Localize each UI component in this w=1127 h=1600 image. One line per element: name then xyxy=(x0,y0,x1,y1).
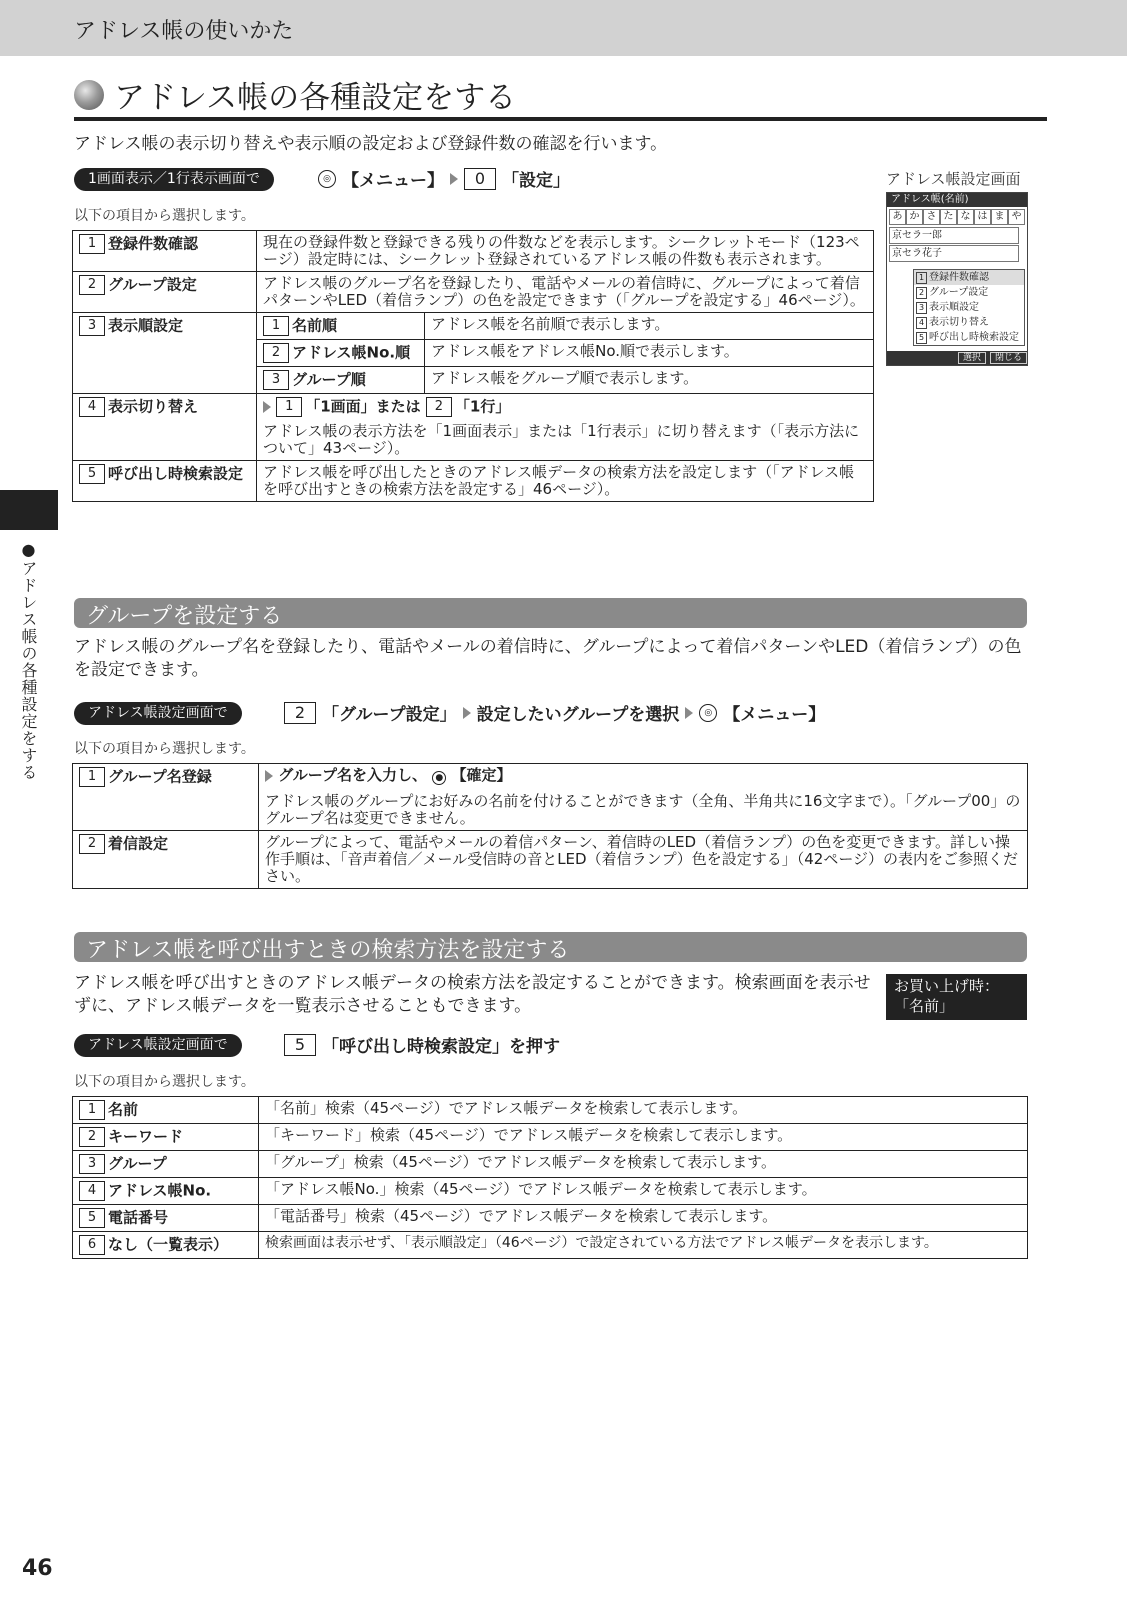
header-title: アドレス帳の使いかた xyxy=(74,19,294,44)
page-number: 46 xyxy=(22,1556,53,1581)
table-row: 1 名前 「名前」検索（45ページ）でアドレス帳データを検索して表示します。 xyxy=(73,1097,1028,1124)
menu-label: 【メニュー】 xyxy=(342,171,444,191)
intro-text: アドレス帳の表示切り替えや表示順の設定および登録件数の確認を行います。 xyxy=(74,134,668,154)
context-pill: アドレス帳設定画面で xyxy=(74,1034,242,1057)
screen-caption: アドレス帳設定画面 xyxy=(886,170,1021,188)
phone-menu-item: 5 呼び出し時検索設定 xyxy=(914,330,1024,345)
section2-instruction: 2 「グループ設定」 設定したいグループを選択 ◎ 【メニュー】 xyxy=(284,700,825,725)
center-key-icon: ● xyxy=(432,771,446,785)
table-row: 6 なし（一覧表示） 検索画面は表示せず、「表示順設定」（46ページ）で設定されている方法でアドレス帳データを表示します。 xyxy=(73,1232,1028,1259)
arrow-icon xyxy=(685,707,693,719)
phone-softkey-close: 閉じる xyxy=(990,352,1027,364)
search-method-table xyxy=(72,1096,1028,1259)
section3-instruction: 5 「呼び出し時検索設定」を押す xyxy=(284,1032,560,1057)
phone-menu-item: 4 表示切り替え xyxy=(914,315,1024,330)
group-table xyxy=(72,763,1028,889)
phone-tab: た xyxy=(940,209,957,225)
table-row: 3 表示順設定 1 名前順 アドレス帳を名前順で表示します。 xyxy=(73,313,874,340)
side-label: ●アドレス帳の各種設定をする xyxy=(19,540,38,781)
phone-tab: か xyxy=(906,209,923,225)
table-row: 3 グループ 「グループ」検索（45ページ）でアドレス帳データを検索して表示します。 xyxy=(73,1151,1028,1178)
arrow-icon xyxy=(263,401,271,413)
section3-body: アドレス帳を呼び出すときのアドレス帳データの検索方法を設定することができます。検索画面を表示せずに、アドレス帳データを一覧表示させることもできます。 xyxy=(74,973,871,1016)
phone-contact: 京セラ花子 xyxy=(889,245,1019,262)
phone-title: アドレス帳(名前) xyxy=(887,193,1027,207)
select-instruction: 以下の項目から選択します。 xyxy=(74,1074,255,1090)
arrow-icon xyxy=(265,770,273,782)
phone-menu-item: 3 表示順設定 xyxy=(914,300,1024,315)
table-row: 5 電話番号 「電話番号」検索（45ページ）でアドレス帳データを検索して表示します。 xyxy=(73,1205,1028,1232)
title-bullet-icon xyxy=(74,80,104,110)
settings-table xyxy=(72,230,874,502)
phone-tab: は xyxy=(974,209,991,225)
section-header-group: グループを設定する xyxy=(74,598,1027,628)
select-instruction: 以下の項目から選択します。 xyxy=(74,208,255,224)
key-5: 5 xyxy=(284,1034,316,1056)
phone-tab: や xyxy=(1008,209,1025,225)
phone-tab: ま xyxy=(991,209,1008,225)
arrow-icon xyxy=(450,173,458,185)
step1-instruction xyxy=(318,166,570,191)
arrow-icon xyxy=(463,707,471,719)
phone-softkey-select: 選択 xyxy=(958,352,986,364)
title-rule xyxy=(74,117,1047,121)
table-row: 2 キーワード 「キーワード」検索（45ページ）でアドレス帳データを検索して表示します。 xyxy=(73,1124,1028,1151)
context-pill: 1画面表示／1行表示画面で xyxy=(74,168,274,191)
table-row: 1 グループ名登録 グループ名を入力し、 ● 【確定】 アドレス帳のグループにお好みの名前を付けることができます（全角、半角共に16文字まで）。「グループ00」のグループ名は変更できません。 xyxy=(73,764,1028,831)
context-pill: アドレス帳設定画面で xyxy=(74,702,242,725)
display-switch-options: 1 「1画面」または 2 「1行」 xyxy=(263,397,867,417)
table-row: 4 アドレス帳No. 「アドレス帳No.」検索（45ページ）でアドレス帳データを検索して表示します。 xyxy=(73,1178,1028,1205)
side-index-tab xyxy=(0,490,58,530)
select-instruction: 以下の項目から選択します。 xyxy=(74,741,255,757)
phone-menu-item: 1 登録件数確認 xyxy=(914,270,1024,285)
center-key-icon: ◎ xyxy=(699,704,717,722)
phone-screen-image xyxy=(886,192,1028,366)
phone-tab: さ xyxy=(923,209,940,225)
table-row: 2 アドレス帳No.順 アドレス帳をアドレス帳No.順で表示します。 xyxy=(73,340,874,367)
phone-menu-item: 2 グループ設定 xyxy=(914,285,1024,300)
phone-tab: あ xyxy=(889,209,906,225)
phone-contact: 京セラ一郎 xyxy=(889,227,1019,244)
section2-body: アドレス帳のグループ名を登録したり、電話やメールの着信時に、グループによって着信パターンやLED（着信ランプ）の色を設定できます。 xyxy=(74,637,1022,680)
table-row: 4 表示切り替え 1 「1画面」または 2 「1行」 アドレス帳の表示方法を「1画面表示」または「1行表示」に切り替えます（「表示方法について」43ページ）。 xyxy=(73,394,874,461)
section-header-search: アドレス帳を呼び出すときの検索方法を設定する xyxy=(74,932,1027,962)
table-row: 1 登録件数確認 現在の登録件数と登録できる残りの件数などを表示します。シークレットモード（123ページ）設定時には、シークレット登録されているアドレス帳の件数も表示されます。 xyxy=(73,231,874,272)
center-key-icon: ◎ xyxy=(318,170,336,188)
setting-label: 「設定」 xyxy=(502,171,570,191)
key-0: 0 xyxy=(464,168,496,190)
page-title: アドレス帳の各種設定をする xyxy=(74,72,516,117)
table-row: 3 グループ順 アドレス帳をグループ順で表示します。 xyxy=(73,367,874,394)
table-row: 2 グループ設定 アドレス帳のグループ名を登録したり、電話やメールの着信時に、グループによって着信パターンやLED（着信ランプ）の色を設定できます（「グループを設定する」46ページ）。 xyxy=(73,272,874,313)
phone-tab: な xyxy=(957,209,974,225)
key-2: 2 xyxy=(284,702,316,724)
table-row: 5 呼び出し時検索設定 アドレス帳を呼び出したときのアドレス帳データの検索方法を設定します（「アドレス帳を呼び出すときの検索方法を設定する」46ページ）。 xyxy=(73,461,874,502)
phone-softkeys xyxy=(887,351,1027,365)
phone-menu xyxy=(913,269,1025,346)
table-row: 2 着信設定 グループによって、電話やメールの着信パターン、着信時のLED（着信ランプ）の色を変更できます。詳しい操作手順は、「音声着信／メール受信時の音とLED（着信ランプ）色を設定する」（42ページ）の表内をご参照ください。 xyxy=(73,831,1028,889)
header-bar xyxy=(0,0,1127,56)
phone-index-tabs xyxy=(889,209,1025,225)
default-setting-note: お買い上げ時： 「名前」 xyxy=(886,974,1027,1020)
